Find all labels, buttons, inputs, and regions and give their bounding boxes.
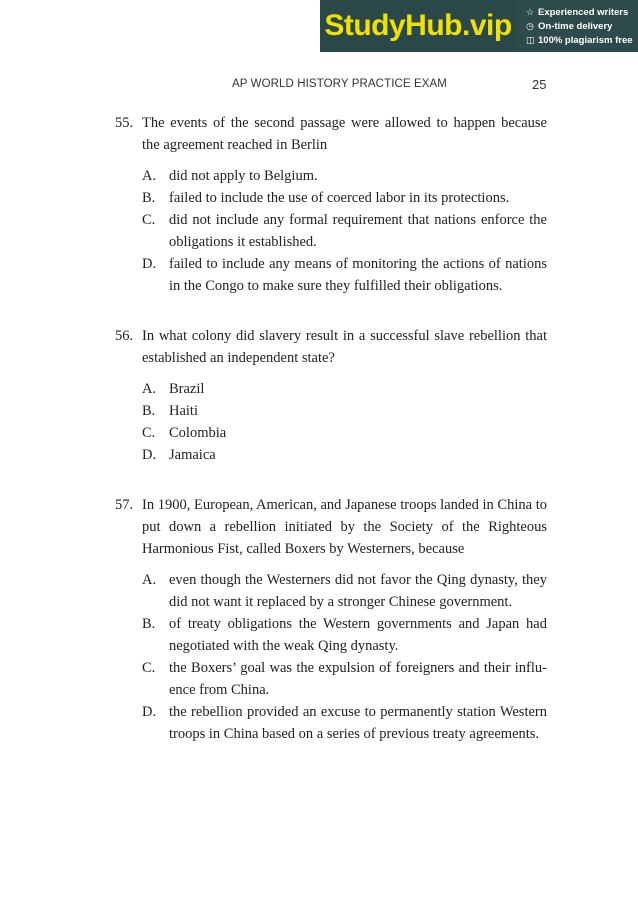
answer-options bbox=[142, 569, 547, 745]
feature-item bbox=[526, 19, 638, 33]
option-letter: D. bbox=[142, 447, 157, 463]
question-number: 56. bbox=[115, 328, 134, 344]
option-a bbox=[142, 378, 547, 400]
option-text: of treaty obligations the Western governments and Japan had negotiated with the weak Qing dynasty. bbox=[169, 616, 547, 654]
answer-options bbox=[142, 378, 547, 466]
running-header bbox=[0, 78, 638, 94]
option-d bbox=[142, 701, 547, 745]
option-letter: C. bbox=[142, 660, 156, 676]
option-d bbox=[142, 444, 547, 466]
question-55 bbox=[115, 112, 547, 297]
header-title: AP WORLD HISTORY PRACTICE EXAM bbox=[232, 78, 447, 90]
answer-options bbox=[142, 165, 547, 297]
question-number: 57. bbox=[115, 497, 134, 513]
option-letter: C. bbox=[142, 212, 156, 228]
feature-text: Experienced writers bbox=[538, 6, 629, 18]
brand-logo: StudyHub.vip bbox=[320, 0, 516, 52]
option-b bbox=[142, 400, 547, 422]
clock-icon: ◷ bbox=[526, 20, 534, 31]
question-list bbox=[115, 112, 547, 773]
star-icon: ☆ bbox=[526, 6, 535, 17]
page-number: 25 bbox=[532, 77, 547, 92]
option-letter: D. bbox=[142, 704, 157, 720]
option-a bbox=[142, 569, 547, 613]
option-d bbox=[142, 253, 547, 297]
option-text: Haiti bbox=[169, 403, 198, 419]
option-letter: A. bbox=[142, 381, 157, 397]
feature-item bbox=[526, 33, 638, 47]
option-letter: A. bbox=[142, 572, 157, 588]
option-text: the rebellion provided an excuse to permanently station Western troops in China based on a series of previous treaty agreements. bbox=[169, 704, 547, 742]
option-text: the Boxers’ goal was the expulsion of foreigners and their influ-ence from China. bbox=[169, 660, 547, 698]
option-c bbox=[142, 422, 547, 444]
option-letter: B. bbox=[142, 403, 156, 419]
option-text: did not apply to Belgium. bbox=[169, 168, 318, 184]
option-b bbox=[142, 613, 547, 657]
option-letter: D. bbox=[142, 256, 157, 272]
option-text: Brazil bbox=[169, 381, 205, 397]
question-56 bbox=[115, 325, 547, 466]
option-text: Jamaica bbox=[169, 447, 216, 463]
feature-text: On-time delivery bbox=[538, 20, 613, 32]
shield-check-icon: ◫ bbox=[526, 34, 535, 45]
option-text: did not include any formal requirement that nations enforce the obligations it established. bbox=[169, 212, 547, 250]
option-text: failed to include any means of monitoring the actions of nations in the Congo to make sure they fulfilled their obligations. bbox=[169, 256, 547, 294]
option-a bbox=[142, 165, 547, 187]
option-c bbox=[142, 209, 547, 253]
option-letter: B. bbox=[142, 616, 156, 632]
watermark-banner bbox=[320, 0, 638, 52]
option-letter: C. bbox=[142, 425, 156, 441]
feature-item bbox=[526, 5, 638, 19]
option-text: even though the Westerners did not favor the Qing dynasty, they did not want it replaced by a stronger Chinese government. bbox=[169, 572, 547, 610]
option-letter: B. bbox=[142, 190, 156, 206]
question-number: 55. bbox=[115, 115, 134, 131]
question-57 bbox=[115, 494, 547, 745]
option-b bbox=[142, 187, 547, 209]
question-text: In 1900, European, American, and Japanese troops landed in China to put down a rebellion initiated by the Society of the Righteous Harmonious Fist, called Boxers by Westerners, because bbox=[142, 497, 547, 557]
option-text: failed to include the use of coerced labor in its protections. bbox=[169, 190, 510, 206]
option-c bbox=[142, 657, 547, 701]
option-letter: A. bbox=[142, 168, 157, 184]
feature-text: 100% plagiarism free bbox=[538, 34, 633, 46]
question-text: In what colony did slavery result in a successful slave rebellion that established an independent state? bbox=[142, 328, 547, 366]
option-text: Colombia bbox=[169, 425, 227, 441]
question-text: The events of the second passage were allowed to happen because the agreement reached in Berlin bbox=[142, 115, 547, 153]
feature-list bbox=[516, 0, 638, 52]
